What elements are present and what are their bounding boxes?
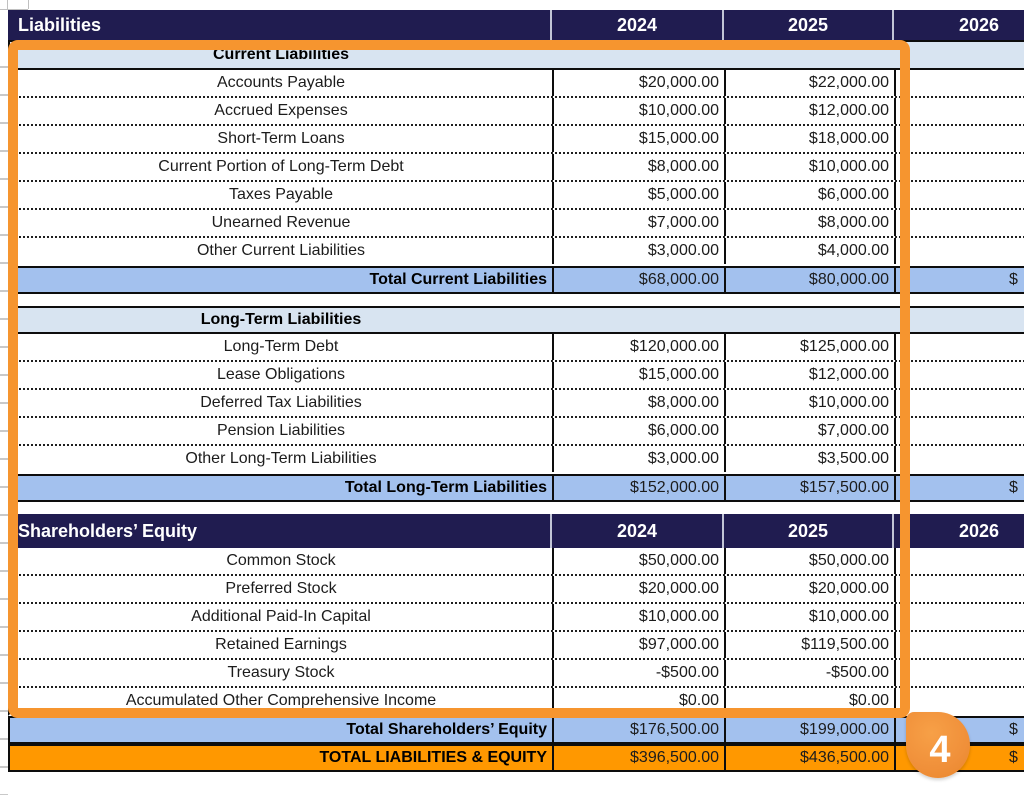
equity-rows <box>8 548 1024 716</box>
total-long-term-liabilities-row <box>8 474 1024 502</box>
table-row <box>8 98 1024 126</box>
cell-2025[interactable]: $7,000.00 <box>724 418 894 444</box>
table-row <box>8 660 1024 688</box>
cell-2024[interactable]: $5,000.00 <box>552 182 724 208</box>
total-label[interactable]: Total Shareholders’ Equity <box>346 721 547 738</box>
equity-header-label[interactable]: Shareholders’ Equity <box>18 520 198 541</box>
cell-2026[interactable] <box>894 660 1024 686</box>
cell-2026[interactable] <box>894 418 1024 444</box>
cell-2025[interactable]: $0.00 <box>724 688 894 714</box>
cell-label[interactable]: Accounts Payable <box>216 74 346 91</box>
cell-2025[interactable]: $3,500.00 <box>724 446 894 472</box>
cell-label[interactable]: Current Portion of Long-Term Debt <box>158 158 404 175</box>
cell-2025[interactable]: $50,000.00 <box>724 548 894 574</box>
year-header-2025[interactable]: 2025 <box>722 10 892 40</box>
table-row <box>8 126 1024 154</box>
cell-2025[interactable]: $119,500.00 <box>724 632 894 658</box>
cell-2025[interactable]: $125,000.00 <box>724 334 894 360</box>
cell-2025[interactable]: $10,000.00 <box>724 390 894 416</box>
cell-label[interactable]: Other Long-Term Liabilities <box>185 450 377 467</box>
cell-label[interactable]: Common Stock <box>226 552 336 569</box>
cell-2024[interactable]: $3,000.00 <box>552 446 724 472</box>
sheet-left-gridlines <box>0 40 8 795</box>
year-header-2026[interactable]: 2026 <box>892 514 1024 548</box>
liabilities-header-label[interactable]: Liabilities <box>18 14 102 35</box>
cell-2025[interactable]: $8,000.00 <box>724 210 894 236</box>
cell-label[interactable]: Taxes Payable <box>228 186 334 203</box>
cell-2026[interactable] <box>894 126 1024 152</box>
cell-2026[interactable] <box>894 688 1024 714</box>
total-shareholders-equity-row <box>8 716 1024 744</box>
cell-label[interactable]: Accrued Expenses <box>214 102 348 119</box>
total-2024[interactable]: $176,500.00 <box>552 718 724 742</box>
cell-2024[interactable]: $20,000.00 <box>552 576 724 602</box>
table-row <box>8 548 1024 576</box>
annotation-step-number: 4 <box>929 728 951 771</box>
annotation-step-badge <box>906 712 970 778</box>
table-row <box>8 182 1024 210</box>
total-2025[interactable]: $157,500.00 <box>724 476 894 500</box>
cell-2024[interactable]: $15,000.00 <box>552 126 724 152</box>
cell-2024[interactable]: $8,000.00 <box>552 390 724 416</box>
cell-2024[interactable]: $10,000.00 <box>552 98 724 124</box>
equity-header-row <box>8 514 1024 548</box>
cell-2024[interactable]: $15,000.00 <box>552 362 724 388</box>
cell-2025[interactable]: $12,000.00 <box>724 362 894 388</box>
cell-label[interactable]: Preferred Stock <box>225 580 337 597</box>
section-header-current-liabilities[interactable] <box>8 40 1024 70</box>
table-row <box>8 688 1024 716</box>
cell-2026[interactable] <box>894 390 1024 416</box>
total-2025[interactable]: $199,000.00 <box>724 718 894 742</box>
cell-2025[interactable]: $22,000.00 <box>724 70 894 96</box>
cell-2026[interactable] <box>894 576 1024 602</box>
table-row <box>8 390 1024 418</box>
spacer-row <box>8 502 1024 514</box>
cell-2026[interactable] <box>894 362 1024 388</box>
cell-2025[interactable]: $4,000.00 <box>724 238 894 264</box>
table-row <box>8 210 1024 238</box>
total-2024[interactable]: $152,000.00 <box>552 476 724 500</box>
cell-2026[interactable] <box>894 182 1024 208</box>
cell-label[interactable]: Retained Earnings <box>215 636 347 653</box>
grand-total-2026[interactable]: $ <box>894 746 1024 770</box>
cell-label[interactable]: Long-Term Debt <box>223 338 339 355</box>
cell-2026[interactable] <box>894 446 1024 472</box>
table-row <box>8 334 1024 362</box>
cell-2025[interactable]: $18,000.00 <box>724 126 894 152</box>
cell-2026[interactable] <box>894 98 1024 124</box>
total-2026[interactable]: $ <box>894 476 1024 500</box>
cell-2024[interactable]: $120,000.00 <box>552 334 724 360</box>
cell-2025[interactable]: $6,000.00 <box>724 182 894 208</box>
cell-label[interactable]: Other Current Liabilities <box>196 242 366 259</box>
cell-2025[interactable]: $10,000.00 <box>724 604 894 630</box>
cell-label[interactable]: Pension Liabilities <box>216 422 346 439</box>
cell-2024[interactable]: $6,000.00 <box>552 418 724 444</box>
grand-total-row <box>8 744 1024 772</box>
total-2026[interactable]: $ <box>894 718 1024 742</box>
cell-2024[interactable]: $7,000.00 <box>552 210 724 236</box>
cell-2026[interactable] <box>894 210 1024 236</box>
year-header-2024[interactable]: 2024 <box>550 10 722 40</box>
year-header-2025[interactable]: 2025 <box>722 514 892 548</box>
liabilities-header-row <box>8 10 1024 40</box>
section-title: Long-Term Liabilities <box>200 311 362 328</box>
total-current-liabilities-row <box>8 266 1024 294</box>
cell-2025[interactable]: $20,000.00 <box>724 576 894 602</box>
section-title: Current Liabilities <box>212 46 350 63</box>
cell-2024[interactable]: $97,000.00 <box>552 632 724 658</box>
total-label[interactable]: Total Current Liabilities <box>369 271 547 288</box>
cell-label[interactable]: Accumulated Other Comprehensive Income <box>125 692 437 709</box>
grand-total-2024[interactable]: $396,500.00 <box>552 746 724 770</box>
table-row <box>8 446 1024 474</box>
cell-label[interactable]: Additional Paid-In Capital <box>191 608 371 625</box>
table-row <box>8 632 1024 660</box>
total-2026[interactable]: $ <box>894 268 1024 292</box>
cell-2026[interactable] <box>894 154 1024 180</box>
current-liabilities-rows <box>8 70 1024 266</box>
section-header-long-term-liabilities[interactable] <box>8 306 1024 334</box>
total-label[interactable]: Total Long-Term Liabilities <box>344 479 547 496</box>
year-header-2024[interactable]: 2024 <box>550 514 722 548</box>
grand-total-label[interactable]: TOTAL LIABILITIES & EQUITY <box>319 749 547 766</box>
table-row <box>8 362 1024 390</box>
cell-2024[interactable]: $8,000.00 <box>552 154 724 180</box>
sheet-gridline <box>28 0 29 9</box>
cell-2025[interactable]: -$500.00 <box>724 660 894 686</box>
table-row <box>8 238 1024 266</box>
grand-total-2025[interactable]: $436,500.00 <box>724 746 894 770</box>
year-header-2026[interactable]: 2026 <box>892 10 1024 40</box>
cell-2026[interactable] <box>894 548 1024 574</box>
cell-2025[interactable]: $10,000.00 <box>724 154 894 180</box>
total-2025[interactable]: $80,000.00 <box>724 268 894 292</box>
spacer-row <box>8 294 1024 306</box>
cell-label[interactable]: Treasury Stock <box>227 664 335 681</box>
table-row <box>8 418 1024 446</box>
table-row <box>8 154 1024 182</box>
cell-2024[interactable]: $50,000.00 <box>552 548 724 574</box>
cell-label[interactable]: Short-Term Loans <box>217 130 345 147</box>
cell-2026[interactable] <box>894 334 1024 360</box>
cell-2026[interactable] <box>894 604 1024 630</box>
cell-2026[interactable] <box>894 632 1024 658</box>
cell-label[interactable]: Lease Obligations <box>216 366 346 383</box>
table-row <box>8 604 1024 632</box>
cell-2024[interactable]: $0.00 <box>552 688 724 714</box>
cell-2026[interactable] <box>894 238 1024 264</box>
cell-label[interactable]: Deferred Tax Liabilities <box>200 394 362 411</box>
balance-sheet-table <box>8 10 1024 772</box>
cell-label[interactable]: Unearned Revenue <box>211 214 351 231</box>
cell-2025[interactable]: $12,000.00 <box>724 98 894 124</box>
cell-2024[interactable]: -$500.00 <box>552 660 724 686</box>
total-2024[interactable]: $68,000.00 <box>552 268 724 292</box>
cell-2024[interactable]: $3,000.00 <box>552 238 724 264</box>
cell-2024[interactable]: $20,000.00 <box>552 70 724 96</box>
long-term-liabilities-rows <box>8 334 1024 474</box>
table-row <box>8 70 1024 98</box>
table-row <box>8 576 1024 604</box>
cell-2024[interactable]: $10,000.00 <box>552 604 724 630</box>
cell-2026[interactable] <box>894 70 1024 96</box>
